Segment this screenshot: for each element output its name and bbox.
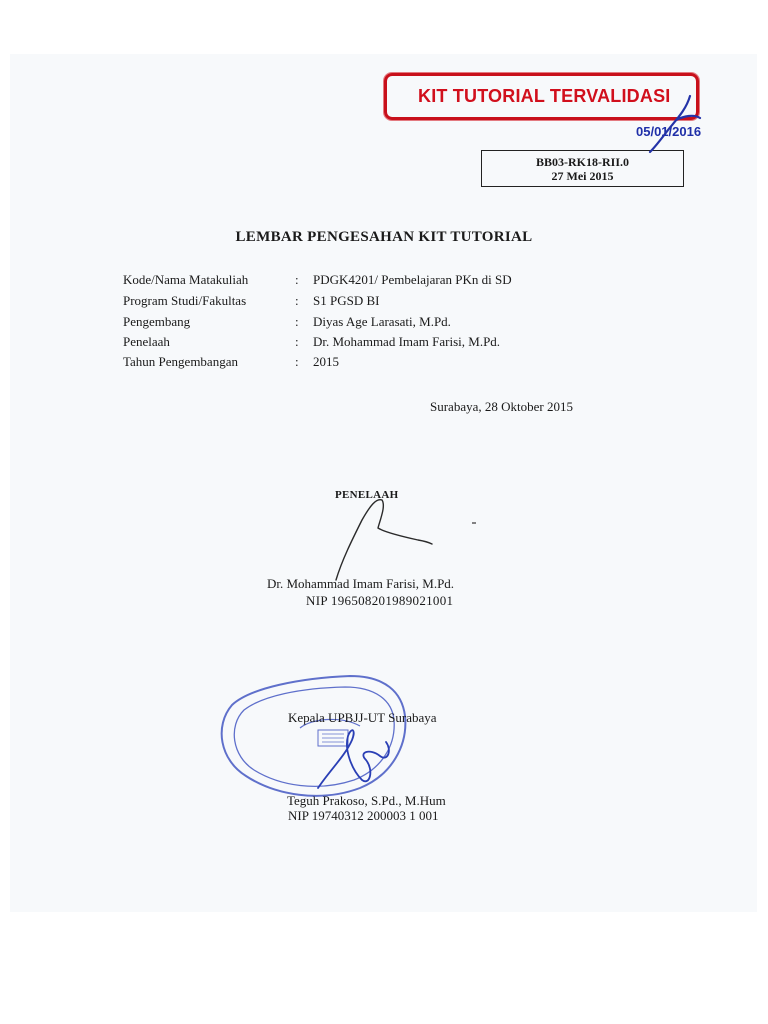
field-separator: :: [295, 272, 299, 287]
field-value: PDGK4201/ Pembelajaran PKn di SD: [313, 272, 512, 287]
field-value: Diyas Age Larasati, M.Pd.: [313, 314, 451, 329]
field-separator: :: [295, 314, 299, 329]
field-separator: :: [295, 334, 299, 349]
check-mark-icon: [650, 96, 700, 152]
field-separator: :: [295, 354, 299, 369]
field-label: Program Studi/Fakultas: [123, 293, 247, 308]
field-label: Kode/Nama Matakuliah: [123, 272, 249, 287]
reviewer-nip: NIP 196508201989021001: [306, 593, 454, 608]
page-title: LEMBAR PENGESAHAN KIT TUTORIAL: [235, 229, 533, 245]
field-label: Pengembang: [123, 314, 191, 329]
field-label: Tahun Pengembangan: [123, 354, 238, 369]
university-seal-icon: [222, 676, 406, 796]
field-label: Penelaah: [123, 334, 170, 349]
field-value: Dr. Mohammad Imam Farisi, M.Pd.: [313, 334, 501, 349]
head-nip: NIP 19740312 200003 1 001: [288, 808, 439, 823]
validation-stamp-text: KIT TUTORIAL TERVALIDASI: [418, 86, 671, 106]
reviewer-title: PENELAAH: [335, 489, 399, 501]
head-signature-icon: [318, 730, 389, 788]
field-separator: :: [295, 293, 299, 308]
head-name: Teguh Prakoso, S.Pd., M.Hum: [287, 793, 446, 808]
document-code-date: 27 Mei 2015: [551, 168, 614, 183]
document-code: BB03-RK18-RII.0: [535, 154, 629, 169]
field-value: S1 PGSD BI: [313, 293, 380, 308]
validation-stamp-date: 05/01/2016: [636, 124, 702, 139]
head-title: Kepala UPBJJ-UT Surabaya: [288, 710, 437, 725]
field-value: 2015: [313, 354, 339, 369]
reviewer-signature-icon: [336, 500, 432, 580]
reviewer-name: Dr. Mohammad Imam Farisi, M.Pd.: [267, 576, 455, 591]
place-date: Surabaya, 28 Oktober 2015: [430, 399, 573, 414]
